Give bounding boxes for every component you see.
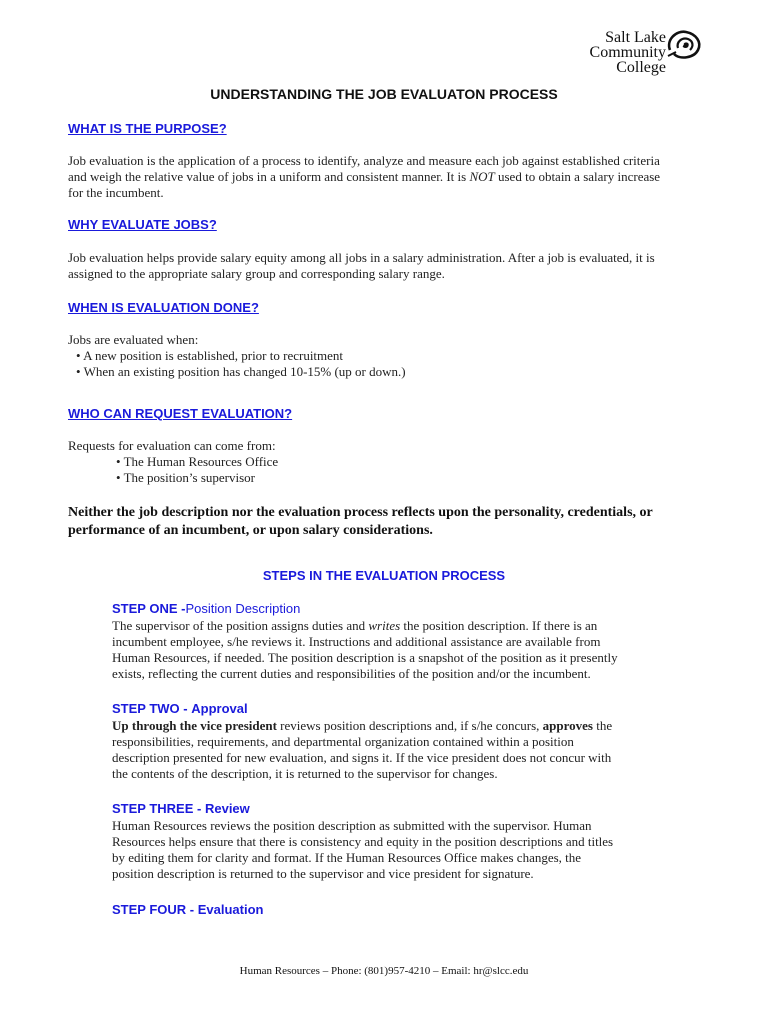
step-one-line-3: Human Resources, if needed. The position description is a snapshot of the position as it presently	[112, 650, 618, 665]
when-intro: Jobs are evaluated when:	[68, 332, 199, 347]
step-two-line-1	[112, 718, 656, 734]
step-one-paragraph	[112, 618, 656, 682]
step-two-line-1-end: the	[596, 718, 613, 733]
step-four-heading	[112, 902, 263, 917]
purpose-emphasis: NOT	[469, 169, 495, 184]
step-two-bold-1: Up through the vice president	[112, 718, 277, 733]
step-four-name: Evaluation	[197, 902, 264, 917]
purpose-line-2-end: used to obtain a salary increase	[498, 169, 661, 184]
logo-line-2: Community	[589, 44, 666, 61]
step-one-name: Position Description	[185, 601, 301, 616]
logo-line-1: Salt Lake	[605, 29, 666, 46]
step-one-label: STEP ONE -	[112, 601, 186, 616]
step-two-name: Approval	[191, 701, 248, 716]
step-two-label: STEP TWO -	[112, 701, 188, 716]
notice-line-1: Neither the job description nor the evaluation process reflects upon the personality, credentials, or	[68, 505, 653, 520]
purpose-heading: WHAT IS THE PURPOSE?	[68, 121, 227, 136]
step-three-line-1: Human Resources reviews the position description as submitted with the supervisor. Human	[112, 818, 592, 833]
step-two-line-3: description presented for new evaluation, and signs it. If the vice president does not concur with	[112, 750, 612, 765]
step-one-line-4: exists, reflecting the current duties and responsibilities of the position and/or the incumbent.	[112, 666, 591, 681]
notice-paragraph	[68, 504, 718, 540]
when-bullet-2: • When an existing position has changed 10-15% (up or down.)	[76, 364, 406, 379]
college-logo	[580, 30, 705, 80]
who-bullet-2: • The position’s supervisor	[116, 470, 256, 485]
logo-line-3: College	[616, 59, 666, 76]
when-heading: WHEN IS EVALUATION DONE?	[68, 300, 259, 315]
notice-line-2: performance of an incumbent, or upon salary considerations.	[68, 523, 433, 538]
steps-heading: STEPS IN THE EVALUATION PROCESS	[262, 568, 506, 583]
step-two-bold-2: approves	[542, 718, 593, 733]
step-two-heading	[112, 701, 248, 716]
logo-text	[580, 30, 666, 75]
who-bullet-1: • The Human Resources Office	[116, 454, 279, 469]
purpose-line-1: Job evaluation is the application of a process to identify, analyze and measure each job against established criteria	[68, 153, 660, 168]
step-three-heading	[112, 801, 250, 816]
step-three-name: Review	[204, 801, 250, 816]
step-one-emphasis: writes	[368, 618, 401, 633]
step-four-label: STEP FOUR -	[112, 902, 195, 917]
when-bullet-1: • A new position is established, prior to recruitment	[76, 348, 344, 363]
why-line-1: Job evaluation helps provide salary equity among all jobs in a salary administration. After a job is evaluated, it is	[68, 250, 655, 265]
step-two-paragraph	[112, 718, 656, 782]
logo-emblem-icon	[664, 28, 704, 62]
page-title: UNDERSTANDING THE JOB EVALUATON PROCESS	[210, 86, 558, 102]
step-two-line-1-mid: reviews position descriptions and, if s/he concurs,	[280, 718, 540, 733]
why-heading: WHY EVALUATE JOBS?	[68, 217, 217, 232]
step-two-line-2: responsibilities, requirements, and departmental organization contained within a position	[112, 734, 574, 749]
why-line-2: assigned to the appropriate salary group and corresponding salary range.	[68, 266, 445, 281]
who-heading: WHO CAN REQUEST EVALUATION?	[68, 406, 293, 421]
step-one-line-1-start: The supervisor of the position assigns duties and	[112, 618, 366, 633]
step-three-line-4: position description is returned to the supervisor and vice president for signature.	[112, 866, 534, 881]
purpose-line-2	[68, 169, 708, 185]
step-two-line-4: the contents of the description, it is returned to the supervisor for changes.	[112, 766, 498, 781]
who-paragraph	[68, 438, 708, 486]
step-one-line-1	[112, 618, 656, 634]
when-paragraph	[68, 332, 708, 380]
step-one-heading	[112, 601, 300, 616]
step-three-line-3: by editing them for clarity and format. If the Human Resources Office makes changes, the	[112, 850, 582, 865]
who-intro: Requests for evaluation can come from:	[68, 438, 276, 453]
why-paragraph	[68, 250, 708, 282]
purpose-paragraph	[68, 153, 708, 201]
purpose-line-2-start: and weigh the relative value of jobs in a uniform and consistent manner. It is	[68, 169, 467, 184]
step-three-line-2: Resources helps ensure that there is consistency and equity in the position descriptions and titles	[112, 834, 614, 849]
step-one-line-1-end: the position description. If there is an	[403, 618, 598, 633]
step-one-line-2: incumbent employee, s/he reviews it. Instructions and additional assistance are available from	[112, 634, 601, 649]
page-footer: Human Resources – Phone: (801)957-4210 – Email: hr@slcc.edu	[239, 965, 529, 977]
step-three-paragraph	[112, 818, 656, 882]
step-three-label: STEP THREE -	[112, 801, 202, 816]
purpose-line-3: for the incumbent.	[68, 185, 164, 200]
